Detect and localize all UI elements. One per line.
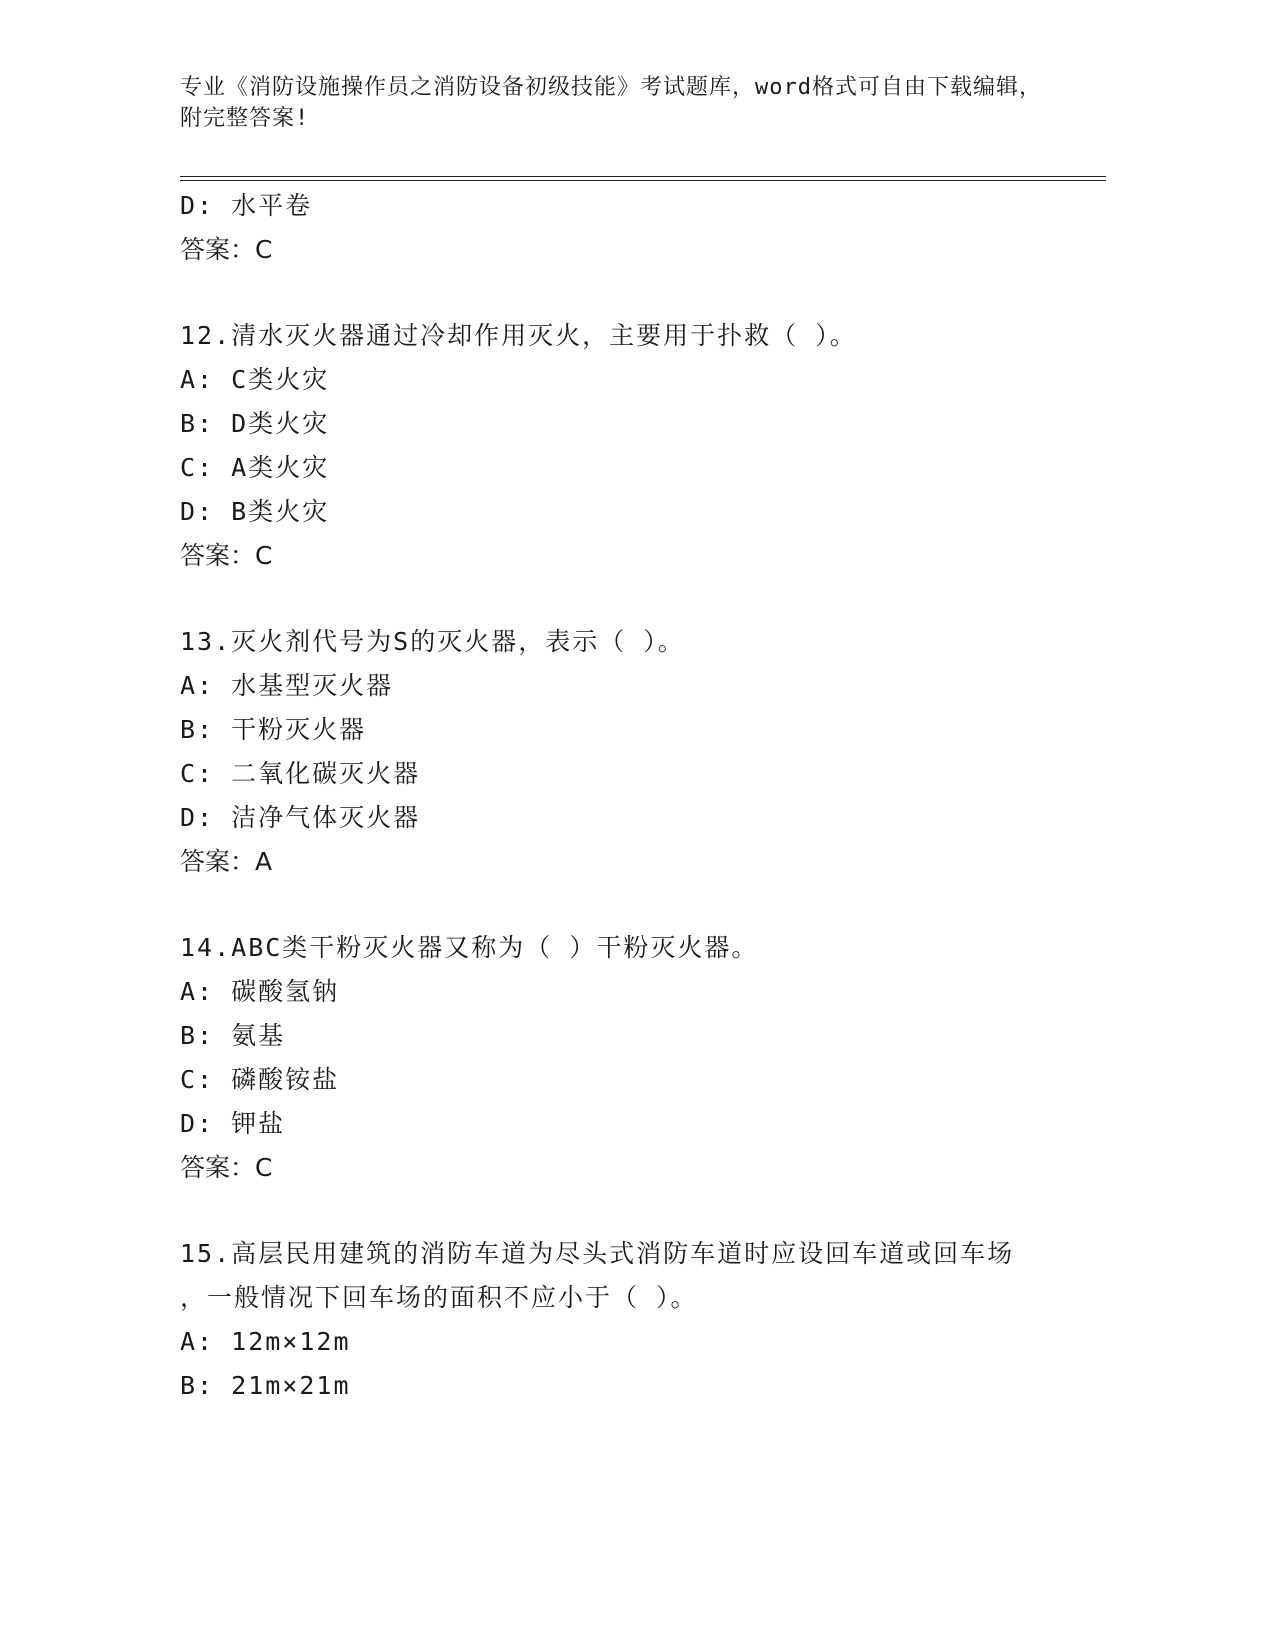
question-12 bbox=[180, 314, 1080, 578]
spacer bbox=[180, 884, 1080, 926]
option-c: C: A类火灾 bbox=[180, 453, 330, 482]
option-a: A: 12m×12m bbox=[180, 1327, 351, 1356]
answer: 答案：A bbox=[180, 847, 273, 876]
question-text: 13.灭火剂代号为S的灭火器，表示（ ）。 bbox=[180, 627, 685, 656]
option-b: B: D类火灾 bbox=[180, 409, 330, 438]
option-a: A: C类火灾 bbox=[180, 365, 330, 394]
option-b: B: 21m×21m bbox=[180, 1371, 351, 1400]
option-b: B: 氨基 bbox=[180, 1021, 286, 1050]
answer: 答案：C bbox=[180, 541, 273, 570]
option-d: D: 钾盐 bbox=[180, 1109, 286, 1138]
answer: 答案：C bbox=[180, 235, 273, 264]
page-header: 专业《消防设施操作员之消防设备初级技能》考试题库，word格式可自由下载编辑，附完整答案! bbox=[180, 75, 1042, 131]
question-15 bbox=[180, 1232, 1080, 1408]
question-list bbox=[180, 184, 1080, 1408]
option-a: A: 碳酸氢钠 bbox=[180, 977, 340, 1006]
question-text: 15.高层民用建筑的消防车道为尽头式消防车道时应设回车道或回车场 bbox=[180, 1239, 1015, 1268]
spacer bbox=[180, 578, 1080, 620]
option-c: C: 磷酸铵盐 bbox=[180, 1065, 340, 1094]
option-d: D: B类火灾 bbox=[180, 497, 330, 526]
question-13 bbox=[180, 620, 1080, 884]
question-text: 12.清水灭火器通过冷却作用灭火，主要用于扑救（ ）。 bbox=[180, 321, 857, 350]
spacer bbox=[180, 272, 1080, 314]
option-d: D: 水平卷 bbox=[180, 191, 313, 220]
question-text-continued: ，一般情况下回车场的面积不应小于（ ）。 bbox=[180, 1283, 698, 1312]
answer: 答案：C bbox=[180, 1153, 273, 1182]
question-text: 14.ABC类干粉灭火器又称为（ ）干粉灭火器。 bbox=[180, 933, 759, 962]
question-14 bbox=[180, 926, 1080, 1190]
option-d: D: 洁净气体灭火器 bbox=[180, 803, 421, 832]
option-b: B: 干粉灭火器 bbox=[180, 715, 367, 744]
header-divider bbox=[180, 176, 1106, 181]
spacer bbox=[180, 1190, 1080, 1232]
option-a: A: 水基型灭火器 bbox=[180, 671, 394, 700]
option-c: C: 二氧化碳灭火器 bbox=[180, 759, 421, 788]
